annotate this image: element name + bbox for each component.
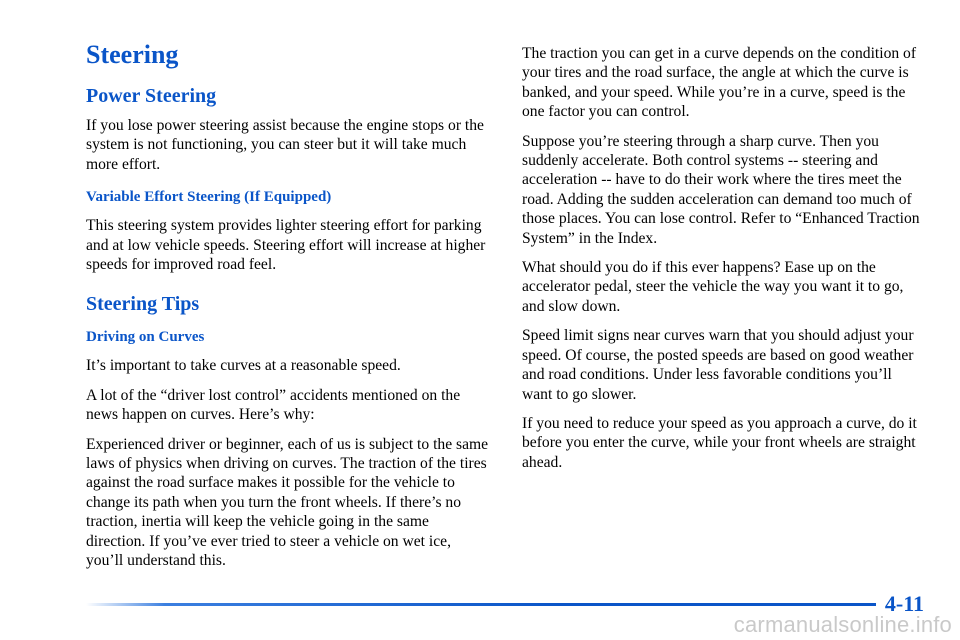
footer-rule bbox=[86, 603, 876, 606]
curves-paragraph-3: Experienced driver or beginner, each of us is subject to the same laws of physics when driving on curves. The traction of the tires against the road surface makes it possible for the vehicle to change its path when you turn the front wheels. If there’s no traction, inertia will keep the vehicle going in the same direction. If you’ve ever tried to steer a vehicle on wet ice, you’ll understand this. bbox=[86, 435, 489, 570]
power-steering-heading: Power Steering bbox=[86, 85, 217, 107]
right-column bbox=[522, 44, 926, 482]
speed-limit-paragraph: Speed limit signs near curves warn that you should adjust your speed. Of course, the posted speeds are based on good weather and road conditions. Under less favorable conditions you’ll want to go slower. bbox=[522, 327, 914, 403]
reduce-speed-paragraph: If you need to reduce your speed as you approach a curve, do it before you enter the curve, while your front wheels are straight ahead. bbox=[522, 414, 917, 471]
page-number: 4-11 bbox=[884, 591, 924, 616]
watermark-text: carmanualsonline.info bbox=[733, 612, 952, 637]
power-steering-paragraph: If you lose power steering assist because the engine stops or the system is not functioning, you can steer but it will take much more effort. bbox=[86, 117, 484, 173]
steering-tips-heading: Steering Tips bbox=[86, 293, 200, 316]
what-to-do-paragraph: What should you do if this ever happens? Ease up on the accelerator pedal, steer the vehicle the way you want it to go, and slow down. bbox=[522, 259, 904, 315]
curves-paragraph-1: It’s important to take curves at a reasonable speed. bbox=[86, 357, 401, 375]
sharp-curve-paragraph: Suppose you’re steering through a sharp curve. Then you suddenly accelerate. Both control systems -- steering and acceleration -- have to do their work where the tires meet the road. Adding the sudden acceleration can demand too much of those places. You can lose control. Refer to “Enhanced Traction System” in the Index. bbox=[522, 132, 920, 247]
variable-effort-heading: Variable Effort Steering (If Equipped) bbox=[86, 189, 332, 206]
page-title: Steering bbox=[86, 40, 179, 69]
traction-paragraph: The traction you can get in a curve depends on the condition of your tires and the road surface, the angle at which the curve is banked, and your speed. While you’re in a curve, speed is the one factor you can control. bbox=[522, 45, 917, 121]
driving-on-curves-heading: Driving on Curves bbox=[86, 329, 205, 346]
curves-paragraph-2: A lot of the “driver lost control” accidents mentioned on the news happen on curves. Here’s why: bbox=[86, 386, 461, 424]
variable-effort-paragraph: This steering system provides lighter steering effort for parking and at low vehicle speeds. Steering effort will increase at higher speeds for improved road feel. bbox=[86, 217, 486, 274]
left-column bbox=[86, 40, 490, 581]
